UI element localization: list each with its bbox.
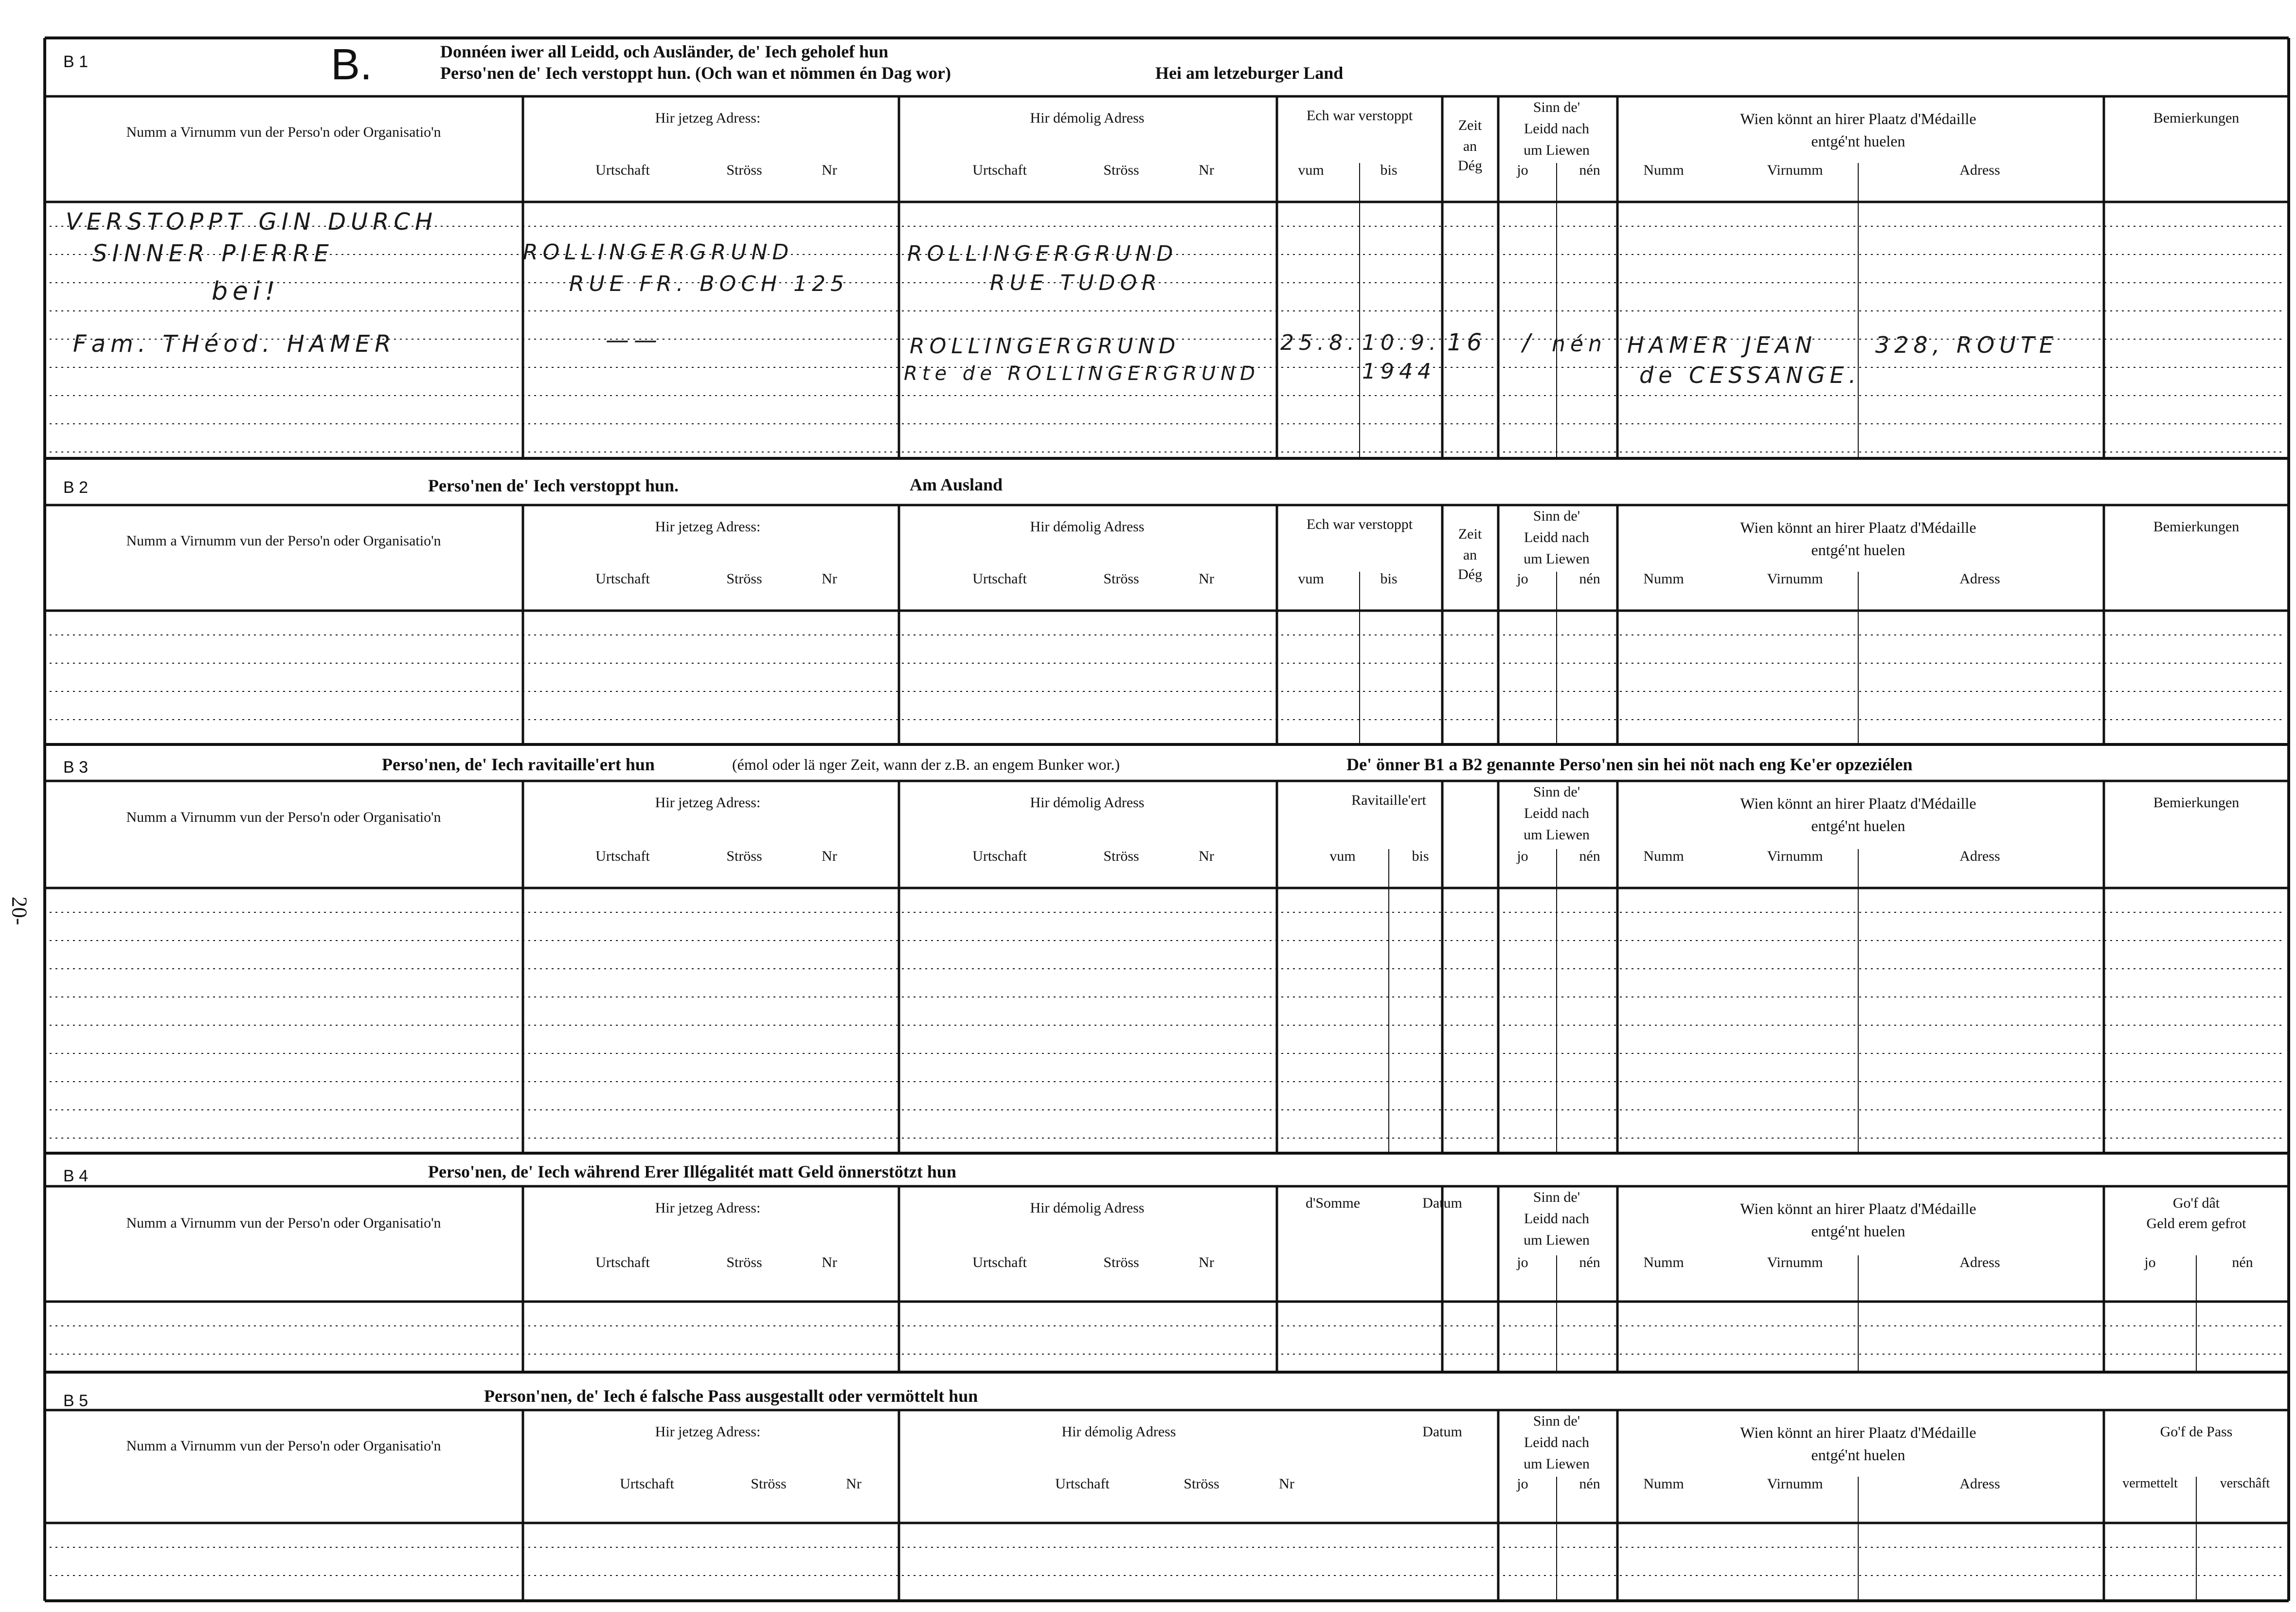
b3-to: bis [1412,848,1429,864]
b5-medal-addr: Adress [1959,1476,2000,1492]
b2-alive-3: um Liewen [1524,551,1590,567]
b5-alive-3: um Liewen [1524,1456,1590,1472]
b3-title-paren: (émol oder lä nger Zeit, wann der z.B. an engem Bunker wor.) [732,756,1120,773]
b4-medal-2: entgé'nt huelen [1811,1222,1905,1240]
b3-from: vum [1329,848,1356,864]
b5-procured: verschâft [2220,1476,2270,1491]
section-code-b5: B 5 [63,1392,89,1410]
b3-medal-2: entgé'nt huelen [1811,817,1905,834]
b5-yes: jo [1517,1476,1528,1492]
b4-medal-1: Wien könnt an hirer Plaatz d'Médaille [1740,1200,1976,1217]
b5-medal-name: Numm [1643,1476,1684,1492]
b5-pass: Go'f de Pass [2160,1424,2233,1440]
b4-medal-addr: Adress [1959,1254,2000,1270]
b3-title: Perso'nen, de' Iech ravitaille'ert hun [382,755,655,774]
b1-nr: Nr [822,162,837,178]
b2-name-col: Numm a Virnumm vun der Perso'n oder Organisatio'n [126,532,441,549]
hw-year: 1944 [1362,359,1436,384]
hw-current-place: ROLLINGERGRUND [523,240,794,265]
b1-alive-3: um Liewen [1524,142,1590,158]
b2-to: bis [1380,571,1398,587]
b4-gift-2: Geld erem gefrot [2146,1215,2246,1232]
b1-alive-2: Leidd nach [1524,121,1590,137]
b3-medal-first: Virnumm [1767,848,1823,864]
section-code-b4: B 4 [63,1167,89,1185]
b5-medal-1: Wien könnt an hirer Plaatz d'Médaille [1740,1424,1976,1441]
b5-current-addr: Hir jetzeg Adress: [655,1424,761,1440]
b4-sum: d'Somme [1305,1195,1361,1211]
margin-mark: 20- [7,896,32,925]
b1-current-addr: Hir jetzeg Adress: [655,110,761,126]
hw-name-line3: bei! [212,277,280,306]
b1-no: nén [1579,162,1600,178]
b2-former-place: Urtschaft [972,571,1027,587]
hw-from: 25.8. [1280,330,1359,355]
b3-medal-name: Numm [1643,848,1684,864]
b5-nr: Nr [846,1476,861,1492]
b3-former-place: Urtschaft [972,848,1027,864]
b1-former-addr: Hir démolig Adress [1030,110,1145,126]
b3-no: nén [1579,848,1600,864]
b4-gift-yes: jo [2144,1254,2156,1270]
b3-nr: Nr [822,848,837,864]
b3-place: Urtschaft [595,848,650,864]
b1-medal-first: Virnumm [1767,162,1823,178]
b5-alive-2: Leidd nach [1524,1434,1590,1450]
b1-from: vum [1298,162,1324,178]
b4-gift-1: Go'f dât [2172,1195,2220,1211]
b3-alive-1: Sinn de' [1533,784,1580,800]
b5-place: Urtschaft [620,1476,674,1492]
b5-medal-2: entgé'nt huelen [1811,1446,1905,1464]
b4-nr: Nr [822,1254,837,1270]
b1-place: Urtschaft [595,162,650,178]
hw-days: 16 [1447,329,1487,356]
b2-former-nr: Nr [1199,571,1214,587]
hw-medal-addr-1: 328, ROUTE [1875,332,2059,358]
b4-alive-1: Sinn de' [1533,1189,1580,1205]
b2-medal-addr: Adress [1959,571,2000,587]
hw-former-street-2: Rte de ROLLINGERGRUND [904,362,1260,385]
b3-street: Ströss [726,848,762,864]
b4-title: Perso'nen, de' Iech während Erer Illégalitét matt Geld önnerstötzt hun [428,1162,956,1181]
b3-current-addr: Hir jetzeg Adress: [655,795,761,811]
b3-title-end: De' önner B1 a B2 genannte Perso'nen sin hei nöt nach eng Ke'er opzeziélen [1346,755,1913,774]
b4-medal-name: Numm [1643,1254,1684,1270]
b3-medal-1: Wien könnt an hirer Plaatz d'Médaille [1740,795,1976,812]
b4-former-addr: Hir démolig Adress [1030,1200,1145,1216]
b4-former-nr: Nr [1199,1254,1214,1270]
b1-hidden: Ech war verstoppt [1306,108,1413,124]
hw-to: 10.9. [1362,330,1441,355]
b3-yes: jo [1517,848,1528,864]
b1-name-col: Numm a Virnumm vun der Perso'n oder Organisatio'n [126,124,441,140]
b3-alive-3: um Liewen [1524,827,1590,843]
b1-alive-1: Sinn de' [1533,99,1580,115]
b1-remarks: Bemierkungen [2153,110,2240,126]
form-title-line2b: Hei am letzeburger Land [1155,63,1344,83]
b5-street: Ströss [751,1476,787,1492]
b4-name-col: Numm a Virnumm vun der Perso'n oder Organisatio'n [126,1215,441,1231]
hw-alive-yes: / [1523,329,1536,356]
hw-former-place-1: ROLLINGERGRUND [907,241,1178,266]
b1-former-street: Ströss [1103,162,1139,178]
b2-remarks: Bemierkungen [2153,519,2240,535]
b4-former-street: Ströss [1103,1254,1139,1270]
b5-date: Datum [1422,1424,1462,1440]
b5-mediated: vermettelt [2122,1476,2178,1491]
b2-yes: jo [1517,571,1528,587]
b2-days-3: Dég [1458,566,1482,582]
section-code-b2: B 2 [63,478,89,497]
b4-street: Ströss [726,1254,762,1270]
b3-name-col: Numm a Virnumm vun der Perso'n oder Organisatio'n [126,809,441,825]
b2-medal-1: Wien könnt an hirer Plaatz d'Médaille [1740,519,1976,536]
b4-place: Urtschaft [595,1254,650,1270]
b4-medal-first: Virnumm [1767,1254,1823,1270]
hw-name-line1: VERSTOPPT GIN DURCH [66,208,438,235]
b5-former-street: Ströss [1184,1476,1220,1492]
hw-name-line2: SINNER PIERRE [92,240,334,267]
b2-medal-2: entgé'nt huelen [1811,541,1905,559]
b4-alive-3: um Liewen [1524,1232,1590,1248]
b4-yes: jo [1517,1254,1528,1270]
b1-yes: jo [1517,162,1528,178]
b4-former-place: Urtschaft [972,1254,1027,1270]
hw-alive-no: nén [1552,332,1607,357]
b1-medal-2: entgé'nt huelen [1811,132,1905,150]
hw-medal-name: HAMER JEAN [1627,332,1817,358]
b4-date: Datum [1422,1195,1462,1211]
b2-days-2: an [1463,547,1477,563]
hw-former-place-2: ROLLINGERGRUND [910,334,1181,359]
b4-gift-no: nén [2232,1254,2253,1270]
b2-from: vum [1298,571,1324,587]
b3-remarks: Bemierkungen [2153,795,2240,811]
b2-former-addr: Hir démolig Adress [1030,519,1145,535]
section-code-b1: B 1 [63,53,89,71]
b3-former-nr: Nr [1199,848,1214,864]
b1-former-place: Urtschaft [972,162,1027,178]
b2-alive-2: Leidd nach [1524,529,1590,545]
b2-medal-name: Numm [1643,571,1684,587]
b2-hidden: Ech war verstoppt [1306,516,1413,532]
b1-former-nr: Nr [1199,162,1214,178]
b3-medal-addr: Adress [1959,848,2000,864]
b4-current-addr: Hir jetzeg Adress: [655,1200,761,1216]
b1-medal-addr: Adress [1959,162,2000,178]
b5-title: Person'nen, de' Iech é falsche Pass ausgestallt oder vermöttelt hun [484,1386,978,1406]
b3-supplied: Ravitaille'ert [1351,792,1426,808]
b1-days-1: Zeit [1458,117,1482,133]
b2-title2: Am Ausland [910,475,1003,494]
b5-name-col: Numm a Virnumm vun der Perso'n oder Organisatio'n [126,1437,441,1454]
b5-medal-first: Virnumm [1767,1476,1823,1492]
b5-former-place: Urtschaft [1055,1476,1110,1492]
form-title-line1: Donnéen iwer all Leidd, och Ausländer, de' Iech geholef hun [440,42,889,61]
b4-alive-2: Leidd nach [1524,1211,1590,1227]
b2-days-1: Zeit [1458,526,1482,542]
b1-to: bis [1380,162,1398,178]
b1-medal-1: Wien könnt an hirer Plaatz d'Médaille [1740,110,1976,127]
b2-current-addr: Hir jetzeg Adress: [655,519,761,535]
form-letter: B. [331,40,373,89]
b2-nr: Nr [822,571,837,587]
b2-place: Urtschaft [595,571,650,587]
b5-former-addr: Hir démolig Adress [1061,1424,1176,1440]
b5-alive-1: Sinn de' [1533,1413,1580,1429]
b1-days-3: Dég [1458,158,1482,174]
b2-no: nén [1579,571,1600,587]
hw-former-street-1: RUE TUDOR [990,271,1162,295]
form-title-line2: Perso'nen de' Iech verstoppt hun. (Och wan et nömmen én Dag wor) [440,63,951,83]
b2-medal-first: Virnumm [1767,571,1823,587]
b1-days-2: an [1463,138,1477,154]
b2-former-street: Ströss [1103,571,1139,587]
b2-alive-1: Sinn de' [1533,508,1580,524]
b5-former-nr: Nr [1279,1476,1294,1492]
hw-medal-addr-2: de CESSANGE. [1639,362,1861,388]
b2-street: Ströss [726,571,762,587]
b5-no: nén [1579,1476,1600,1492]
b3-alive-2: Leidd nach [1524,805,1590,821]
hw-name-line4: Fam. THéod. HAMER [73,330,396,358]
hw-current-dash: —— [606,326,662,354]
b1-medal-name: Numm [1643,162,1684,178]
b4-no: nén [1579,1254,1600,1270]
b3-former-street: Ströss [1103,848,1139,864]
hw-current-street: RUE FR. BOCH 125 [569,272,849,296]
b1-street: Ströss [726,162,762,178]
section-code-b3: B 3 [63,758,89,777]
b2-title: Perso'nen de' Iech verstoppt hun. [428,476,679,495]
b3-former-addr: Hir démolig Adress [1030,795,1145,811]
